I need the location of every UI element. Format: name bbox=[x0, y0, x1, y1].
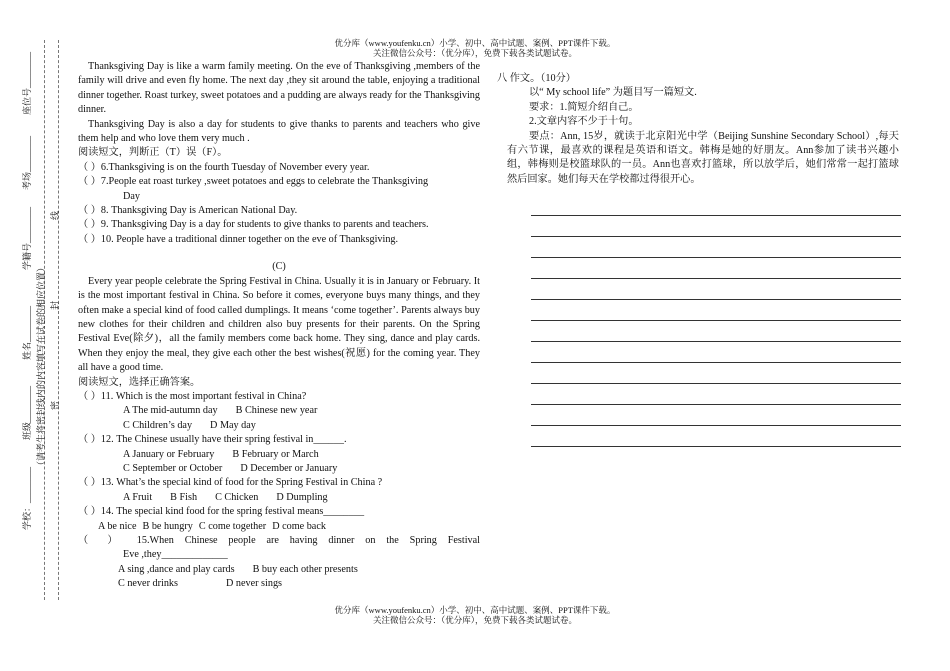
option: C come together bbox=[198, 520, 267, 532]
option: D December or January bbox=[240, 462, 338, 474]
option: A The mid-autumn day bbox=[123, 405, 218, 417]
question-15: （ ） 15.When Chinese people are having dinner on the Spring Festival bbox=[78, 535, 480, 546]
answer-line[interactable] bbox=[531, 426, 901, 447]
option: D May day bbox=[210, 419, 256, 431]
question-15-options-cd bbox=[78, 577, 480, 591]
option: B buy each other presents bbox=[252, 563, 358, 575]
question-10: （ ）10. People have a traditional dinner together on the eve of Thanksgiving. bbox=[78, 233, 399, 245]
seal-word-2: 封 bbox=[50, 300, 60, 310]
option: B be hungry bbox=[142, 520, 193, 532]
answer-line[interactable] bbox=[531, 258, 901, 279]
answer-line[interactable] bbox=[531, 195, 901, 216]
writing-title: 八 作文。（10分） bbox=[497, 73, 576, 84]
question-8: （ ）8. Thanksgiving Day is American National Day. bbox=[78, 205, 298, 217]
seal-line-2 bbox=[58, 40, 59, 600]
writing-prompt: 以“ My school life” 为题目写一篇短文. bbox=[529, 87, 697, 99]
page-header bbox=[0, 38, 950, 58]
seat-no-label: 座位号________ bbox=[22, 51, 32, 115]
option: D Dumpling bbox=[276, 491, 328, 503]
writing-requirement-2: 2.文章内容不少于十句。 bbox=[529, 116, 639, 128]
question-9: （ ）9. Thanksgiving Day is a day for students to give thanks to parents and teachers. bbox=[78, 219, 429, 231]
answer-line[interactable] bbox=[531, 216, 901, 237]
binding-instruction: （请考生将密封线内的内容填写在试卷的相应位置） bbox=[36, 262, 46, 470]
answer-line[interactable] bbox=[531, 405, 901, 426]
option: D come back bbox=[272, 520, 326, 532]
question-12-options-cd bbox=[78, 462, 480, 476]
question-15-options-ab bbox=[78, 563, 480, 577]
option: B Chinese new year bbox=[235, 405, 318, 417]
passage-b-paragraph-2: Thanksgiving Day is also a day for students to give thanks to parents and teachers who give them help and who love them very much . bbox=[78, 118, 480, 145]
answer-line[interactable] bbox=[531, 321, 901, 342]
footer-line-1: 优分库（www.youfenku.cn）小学、初中、高中试题、案例、PPT课件下载。 bbox=[334, 605, 616, 615]
school-label: 学校：________ bbox=[22, 466, 32, 530]
question-11-options-cd bbox=[78, 419, 480, 433]
question-6: （ ）6.Thanksgiving is on the fourth Tuesday of November every year. bbox=[78, 161, 370, 173]
header-line-1: 优分库（www.youfenku.cn）小学、初中、高中试题、案例、PPT课件下载。 bbox=[334, 38, 616, 48]
question-15-cont: Eve ,they_____________ bbox=[123, 549, 228, 561]
question-14: （ ）14. The special kind food for the spring festival means________ bbox=[78, 506, 365, 518]
option: A January or February bbox=[123, 448, 215, 460]
seal-word-1: 密 bbox=[50, 400, 60, 410]
question-11-options-ab bbox=[78, 404, 480, 418]
header-line-2: 关注微信公众号：（优分库），免费下载各类试题试卷。 bbox=[372, 48, 577, 58]
question-12: （ ）12. The Chinese usually have their spring festival in______. bbox=[78, 434, 347, 446]
seal-word-3: 线 bbox=[50, 210, 60, 220]
left-column bbox=[78, 60, 480, 592]
passage-b-instruction: 阅读短文，判断正（T）误（F）。 bbox=[78, 147, 228, 159]
question-14-options bbox=[78, 520, 480, 534]
question-7-cont: Day bbox=[123, 190, 140, 202]
writing-key-points: 要点：Ann, 15岁，就读于北京阳光中学（Beijing Sunshine Secondary School）,每天有六节课，最喜欢的课程是英语和语文。韩梅是她的好朋友。Ann参加了读书兴趣小组，韩梅则是校篮球队的一员。Ann也喜欢打篮球，所以放学后，她们常常一起打篮球然后回家。她们每天在学校都过得很开心。 bbox=[507, 130, 899, 185]
passage-b-paragraph-1: Thanksgiving Day is like a warm family meeting. On the eve of Thanksgiving ,members of the family will drive and even fly home. The next day ,they sit around the table, enjoying a traditional dinner together. Roast turkey, sweet potatoes and a pudding are always ready for the Thanksgiving dinner. bbox=[78, 61, 480, 116]
option: A be nice bbox=[98, 520, 137, 532]
right-column bbox=[497, 72, 899, 447]
page-footer bbox=[0, 605, 950, 625]
passage-c-paragraph: Every year people celebrate the Spring Festival in China. Usually it is in January or February. It is the most important festival in China. So before it comes, everyone buys many things, and they often make a special kind of food called dumplings. It means ‘come together’. Parents always buy new clothes for their children and children also buy presents for their parents. On the Spring Festival Eve(除夕)，all the family members come back home. They sing, dance and play cards. When they enjoy the meal, they give each other the best wishes(祝愿) for the coming year. They all have a good time. bbox=[78, 275, 480, 374]
student-no-label: 学籍号________ bbox=[22, 206, 32, 270]
passage-c-label: (C) bbox=[272, 261, 286, 273]
answer-line[interactable] bbox=[531, 342, 901, 363]
writing-requirement-1: 要求：1.简短介绍自己。 bbox=[529, 101, 639, 113]
option: C September or October bbox=[123, 462, 223, 474]
question-12-options-ab bbox=[78, 448, 480, 462]
passage-c-instruction: 阅读短文，选择正确答案。 bbox=[78, 376, 201, 388]
name-label: 姓名________ bbox=[22, 305, 32, 360]
answer-line[interactable] bbox=[531, 237, 901, 258]
option: C Children’s day bbox=[123, 419, 193, 431]
question-11: （ ）11. Which is the most important festival in China? bbox=[78, 390, 307, 402]
answer-line[interactable] bbox=[531, 300, 901, 321]
option: D never sings bbox=[225, 578, 283, 590]
answer-line[interactable] bbox=[531, 363, 901, 384]
answer-line[interactable] bbox=[531, 279, 901, 300]
footer-line-2: 关注微信公众号：（优分库），免费下载各类试题试卷。 bbox=[372, 615, 577, 625]
option: C never drinks bbox=[118, 578, 178, 590]
option: B February or March bbox=[232, 448, 319, 460]
question-13: （ ）13. What’s the special kind of food for the Spring Festival in China ? bbox=[78, 477, 383, 489]
exam-room-label: 考场________ bbox=[22, 135, 32, 190]
option: B Fish bbox=[170, 491, 198, 503]
answer-lines[interactable] bbox=[507, 195, 899, 447]
answer-line[interactable] bbox=[531, 384, 901, 405]
option: A sing ,dance and play cards bbox=[118, 563, 235, 575]
class-label: 班级________ bbox=[22, 385, 32, 440]
question-13-options bbox=[78, 491, 480, 505]
option: A Fruit bbox=[123, 491, 153, 503]
option: C Chicken bbox=[215, 491, 259, 503]
question-7: （ ）7.People eat roast turkey ,sweet potatoes and eggs to celebrate the Thanksgiving bbox=[78, 176, 429, 188]
